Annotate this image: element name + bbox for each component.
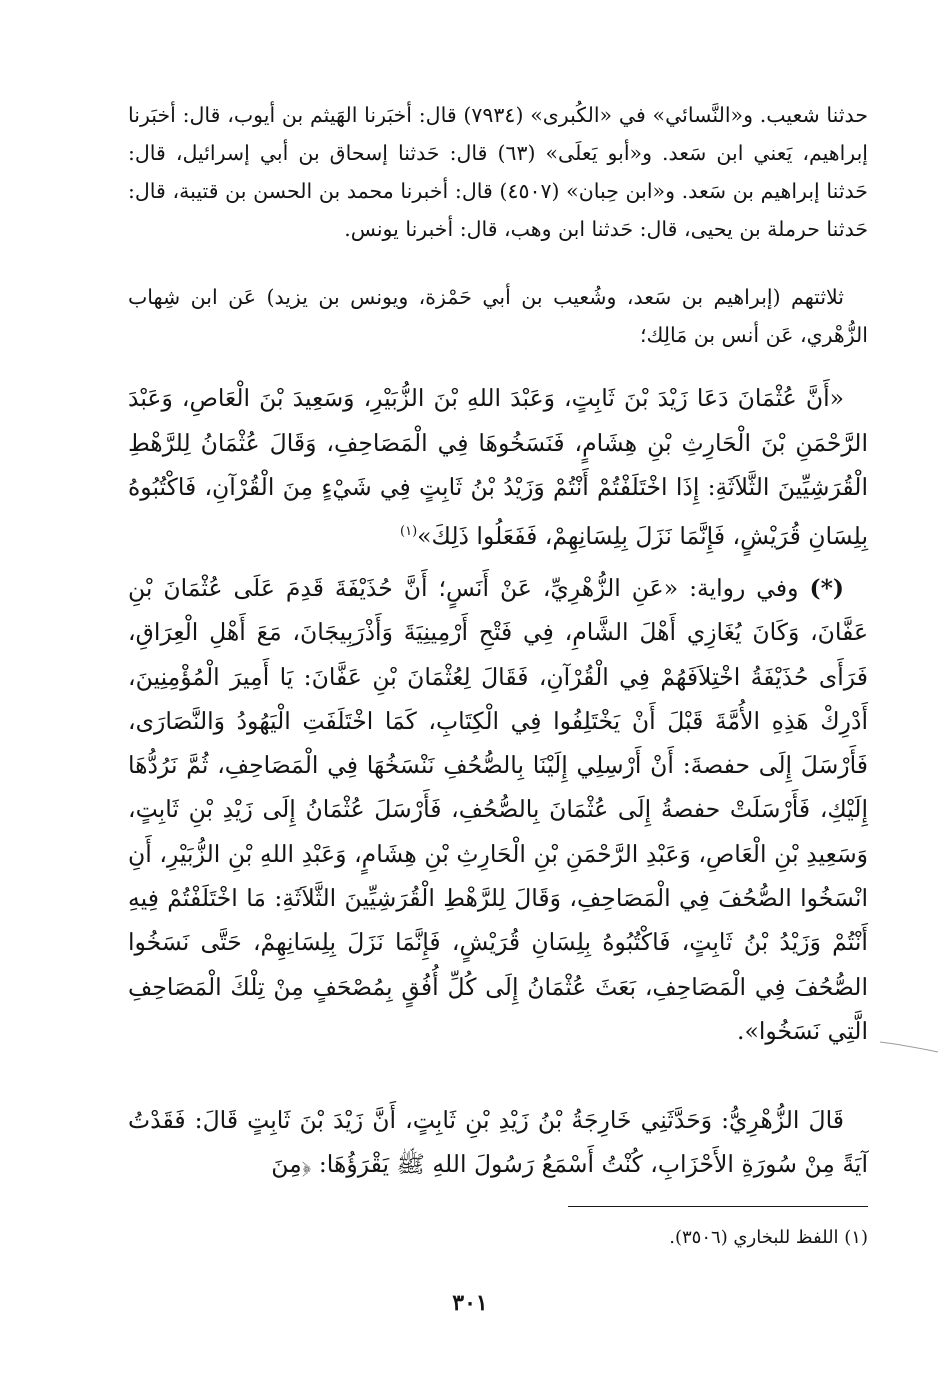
footnote-reference[interactable]: (١) [400,523,418,539]
riwaya-line-4: أَدْرِكْ هَذِهِ الأُمَّةَ قَبْلَ أَنْ يَخْتَلِفُوا فِي الْكِتَابِ، كَمَا اخْتَلَفَتِ الْيَهُودُ وَالنَّصَارَى، [128,706,868,735]
riwaya-line-9: اخْتَلَفْتُمْ فِيهِ أَنْتُمْ وَزَيْدُ بْنُ ثَابِتٍ، فَاكْتُبُوهُ بِلِسَانِ قُرَيْشٍ، فَإِنَّمَا نَزَلَ بِلِسَانِهِمْ، [128,884,868,957]
intro-paragraph [128,96,868,248]
intro-line-3: إسرائيل، قال: حَدثنا إبراهيم بن سَعد. و«ابن حِبان» (٤٥٠٧) قال: أخبرنا محمد بن [128,141,868,203]
chain-paragraph [128,278,868,354]
riwaya-line-3: فَرَأَى حُذَيْفَةُ اخْتِلاَفَهُمْ فِي الْقُرْآنِ، فَقَالَ لِعُثْمَانَ بْنِ عَفَّانَ: يَا أَمِيرَ الْمُؤْمِنِينَ، [128,662,868,691]
main-hadith-line-4: قُرَيْشٍ، فَإِنَّمَا نَزَلَ بِلِسَانِهِمْ، فَفَعَلُوا ذَلِكَ» [417,521,801,550]
chain-line-1: ثلاثتهم (إبراهيم بن سَعد، وشُعيب بن أبي حَمْزة، ويونس بن يزيد) عَن ابن [190,285,844,309]
riwaya-line-11: تِلْكَ الْمَصَاحِفِ الَّتِي نَسَخُوا». [128,972,868,1045]
riwaya-line-5: فَأَرْسَلَ إِلَى حفصةَ: أَنْ أَرْسِلِي إِلَيْنَا بِالصُّحُفِ نَنْسَخُهَا فِي الْمَصَاحِفِ، ثُمَّ [186,751,868,780]
footnote-1: (١) اللفظ للبخاري (٣٥٠٦). [669,1227,868,1248]
intro-line-4: الحسن بن قتيبة، قال: حَدثنا حرملة بن يحيى، قال: حَدثنا ابن وهب، قال: أخبرنا يونس. [128,179,868,241]
main-hadith-paragraph [128,376,868,558]
intro-line-2: قال: أخبَرنا إبراهيم، يَعني ابن سَعد. و«أبو يَعلَى» (٦٣) قال: حَدثنا إسحاق بن أبي [128,103,868,165]
scan-stroke-mark [880,1040,938,1054]
riwaya-line-6: نَرُدُّهَا إِلَيْكِ، فَأَرْسَلَتْ حفصةُ إِلَى عُثْمَانَ بِالصُّحُفِ، فَأَرْسَلَ عُثْمَانُ إِلَى زَيْدِ بْنِ [128,751,868,824]
riwaya-marker: (*) [809,574,844,602]
riwaya-intro: وفي رواية: [689,574,799,602]
zuhri-paragraph [128,1098,868,1186]
riwaya-line-8: الزُّبَيْرِ، أَنِ انْسَخُوا الصُّحُفَ فِي الْمَصَاحِفِ، وَقَالَ لِلرَّهْطِ الْقُرَشِيِّينَ الثَّلاَثَةِ: مَا [128,839,868,913]
page-number: ٣٠١ [452,1290,488,1316]
zuhri-line-1: قَالَ الزُّهْرِيُّ: وَحَدَّثَنِي خَارِجَةُ بْنُ زَيْدِ بْنِ ثَابِتٍ، أَنَّ زَيْدَ بْنَ ثَابِتٍ قَالَ: [194,1106,844,1134]
riwaya-line-2: عَفَّانَ، وَكَانَ يُغَازِي أَهْلَ الشَّامِ، فِي فَتْحِ أَرْمِينِيَةَ وَأَذْرَبِيجَانَ، مَعَ أَهْلِ الْعِرَاقِ، [128,618,868,647]
riwaya-line-1: «عَنِ الزُّهْرِيِّ، عَنْ أَنَسٍ؛ أَنَّ حُذَيْفَةَ قَدِمَ عَلَى عُثْمَانَ بْنِ [128,574,679,602]
intro-line-1: حدثنا شعيب. و«النَّسائي» في «الكُبرى» (٧٩٣٤) قال: أخبَرنا الهَيثم بن أيوب، [227,103,868,127]
riwaya-paragraph [128,566,868,1053]
main-hadith-line-3: الْقُرَشِيِّينَ الثَّلاَثَةِ: إِذَا اخْتَلَفْتُمْ أَنْتُمْ وَزَيْدُ بْنُ ثَابِتٍ فِي شَيْءٍ مِنَ الْقُرْآنِ، فَاكْتُبُوهُ بِلِسَانِ [128,473,868,550]
main-hadith-line-1: «أَنَّ عُثْمَانَ دَعَا زَيْدَ بْنَ ثَابِتٍ، وَعَبْدَ اللهِ بْنَ الزُّبَيْرِ، وَسَعِيدَ بْنَ الْعَاصِ، [181,384,844,412]
riwaya-line-10: حَتَّى نَسَخُوا الصُّحُفَ فِي الْمَصَاحِفِ، بَعَثَ عُثْمَانُ إِلَى كُلِّ أُفُقٍ بِمُصْحَفٍ مِنْ [128,928,868,1001]
riwaya-line-7: ثَابِتٍ، وَسَعِيدِ بْنِ الْعَاصِ، وَعَبْدِ الرَّحْمَنِ بْنِ الْحَارِثِ بْنِ هِشَامٍ، وَعَبْدِ اللهِ بْنِ [128,795,868,868]
chain-line-2: شِهاب الزُّهْري، عَن أنس بن مَالِك؛ [128,285,868,347]
zuhri-line-2: فَقَدْتُ آيَةً مِنْ سُورَةِ الأَحْزَابِ، كُنْتُ أَسْمَعُ رَسُولَ اللهِ ﷺ يَقْرَؤُهَا: ﴿مِنَ [128,1106,868,1178]
main-hadith-line-2: وَعَبْدَ الرَّحْمَنِ بْنَ الْحَارِثِ بْنِ هِشَامٍ، فَنَسَخُوهَا فِي الْمَصَاحِفِ، وَقَالَ عُثْمَانُ لِلرَّهْطِ [128,384,868,457]
footnote-divider [568,1206,868,1207]
